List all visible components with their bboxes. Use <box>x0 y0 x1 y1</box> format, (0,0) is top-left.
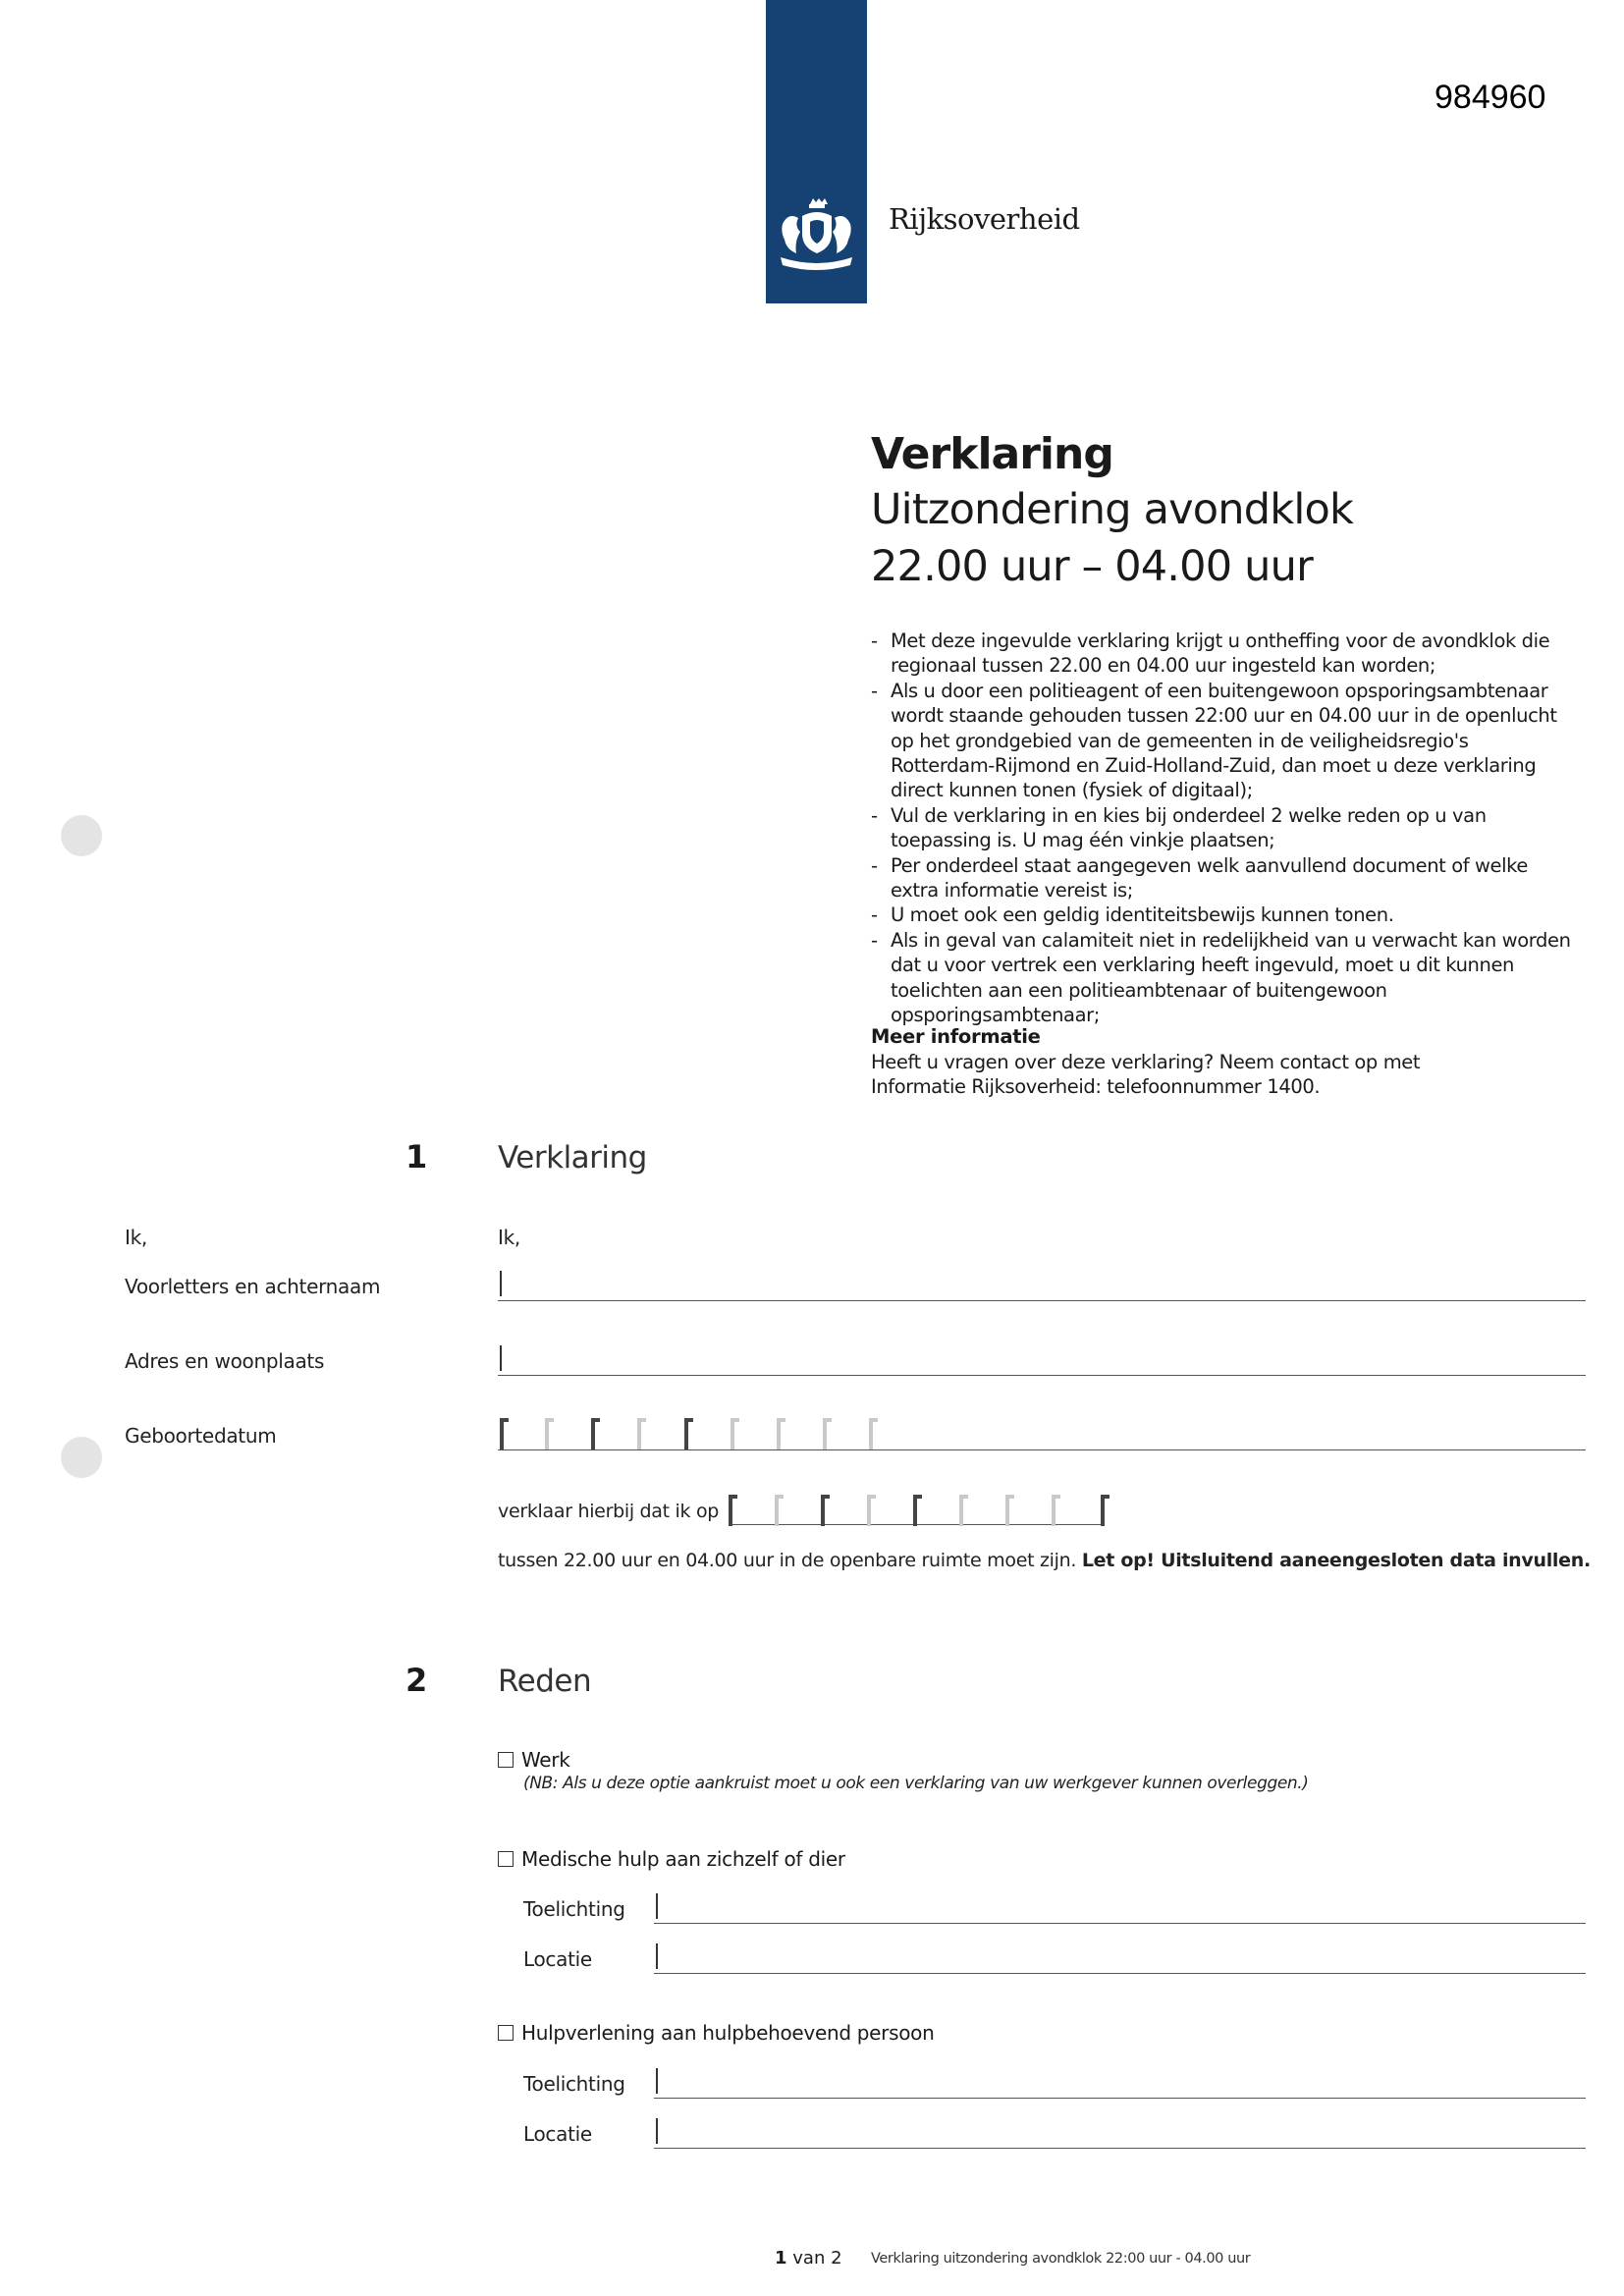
location-label: Locatie <box>523 1947 592 1971</box>
date-digit-box <box>867 1495 871 1526</box>
name-label: Voorletters en achternaam <box>125 1275 381 1298</box>
date-digit-box <box>823 1418 827 1449</box>
date-field[interactable] <box>729 1491 1105 1525</box>
ik-label-right: Ik, <box>498 1226 520 1249</box>
option-label: Medische hulp aan zichzelf of dier <box>521 1847 845 1871</box>
time-condition-text <box>498 1550 1591 1571</box>
text-cursor <box>656 1943 658 1969</box>
intro-list <box>871 629 1578 1028</box>
intro-item: - U moet ook een geldig identiteitsbewijs kunnen tonen. <box>871 902 1578 927</box>
page-current: 1 <box>775 2248 787 2269</box>
checkbox[interactable] <box>498 2025 514 2041</box>
option-work[interactable] <box>498 1748 570 1772</box>
explanation-label: Toelichting <box>523 1897 625 1921</box>
form-number: 984960 <box>1435 79 1546 116</box>
section-title: Reden <box>498 1664 592 1699</box>
punch-hole <box>61 815 102 856</box>
medical-location-field[interactable] <box>654 1940 1586 1974</box>
text-cursor <box>656 2118 658 2144</box>
page-of: van 2 <box>792 2248 842 2269</box>
intro-item: - Als u door een politieagent of een buitengewoon opsporingsambtenaar wordt staande gehouden tussen 22:00 uur en 04.00 uur in de openlucht op het grondgebied van de gemeenten in de veiligheidsregio's Rotterdam-Rijmond en Zuid-Holland-Zuid, dan moet u deze verklaring direct kunnen tonen (fysiek of digitaal); <box>871 679 1578 803</box>
document-title: Verklaring <box>871 429 1113 479</box>
date-digit-box <box>1101 1495 1105 1526</box>
date-digit-box <box>591 1418 595 1449</box>
section-number: 1 <box>406 1138 428 1175</box>
more-info-heading: Meer informatie <box>871 1025 1041 1048</box>
text-cursor <box>500 1271 502 1296</box>
option-help[interactable] <box>498 2021 934 2045</box>
section-number: 2 <box>406 1662 428 1699</box>
date-digit-box <box>637 1418 641 1449</box>
date-digit-box <box>545 1418 549 1449</box>
checkbox[interactable] <box>498 1752 514 1768</box>
page-indicator <box>775 2248 842 2269</box>
date-digit-box <box>913 1495 917 1526</box>
option-label: Werk <box>521 1748 570 1772</box>
option-medical[interactable] <box>498 1847 845 1871</box>
intro-item: - Als in geval van calamiteit niet in redelijkheid van u verwacht kan worden dat u voor vertrek een verklaring heeft ingevuld, moet u dit kunnen toelichten aan een politieambtenaar of buitengewoon opsporingsambtenaar; <box>871 928 1578 1028</box>
explanation-label: Toelichting <box>523 2072 625 2096</box>
option-label: Hulpverlening aan hulpbehoevend persoon <box>521 2021 935 2045</box>
date-digit-box <box>1005 1495 1009 1526</box>
intro-item: - Met deze ingevulde verklaring krijgt u ontheffing voor de avondklok die regionaal tussen 22.00 en 04.00 uur ingesteld kan worden; <box>871 629 1578 679</box>
date-digit-box <box>1052 1495 1056 1526</box>
help-location-field[interactable] <box>654 2114 1586 2149</box>
text-cursor <box>656 2068 658 2094</box>
name-field[interactable] <box>498 1267 1586 1301</box>
footer-doc-title: Verklaring uitzondering avondklok 22:00 uur - 04.00 uur <box>871 2251 1251 2267</box>
location-label: Locatie <box>523 2122 592 2146</box>
warning-text: Let op! Uitsluitend aaneengesloten data invullen. <box>1081 1550 1591 1571</box>
address-field[interactable] <box>498 1341 1586 1376</box>
option-work-note: (NB: Als u deze optie aankruist moet u ook een verklaring van uw werkgever kunnen overleggen.) <box>523 1774 1309 1793</box>
help-explanation-field[interactable] <box>654 2064 1586 2099</box>
punch-hole <box>61 1437 102 1478</box>
rijksoverheid-crest-logo <box>773 194 860 283</box>
more-info-line: Informatie Rijksoverheid: telefoonnummer 1400. <box>871 1075 1321 1099</box>
date-digit-box <box>729 1495 732 1526</box>
checkbox[interactable] <box>498 1851 514 1867</box>
document-time-range: 22.00 uur – 04.00 uur <box>871 542 1313 591</box>
date-digit-box <box>775 1495 779 1526</box>
between-text: tussen 22.00 uur en 04.00 uur in de openbare ruimte moet zijn. <box>498 1550 1077 1571</box>
birthdate-label: Geboortedatum <box>125 1424 277 1448</box>
date-digit-box <box>821 1495 825 1526</box>
more-info-line: Heeft u vragen over deze verklaring? Neem contact op met <box>871 1051 1421 1073</box>
section-title: Verklaring <box>498 1140 647 1175</box>
date-segments <box>498 1414 891 1448</box>
birthdate-field[interactable] <box>498 1414 1586 1450</box>
document-subtitle: Uitzondering avondklok <box>871 485 1354 534</box>
date-segments <box>729 1491 1105 1524</box>
date-digit-box <box>684 1418 688 1449</box>
ik-label-left: Ik, <box>125 1226 147 1249</box>
brand-name: Rijksoverheid <box>889 202 1080 236</box>
more-info-text <box>871 1050 1460 1100</box>
address-label: Adres en woonplaats <box>125 1349 325 1373</box>
intro-item: - Per onderdeel staat aangegeven welk aanvullend document of welke extra informatie vereist is; <box>871 853 1578 903</box>
declare-text: verklaar hierbij dat ik op <box>498 1501 720 1522</box>
text-cursor <box>656 1893 658 1919</box>
text-cursor <box>500 1345 502 1371</box>
medical-explanation-field[interactable] <box>654 1889 1586 1924</box>
date-digit-box <box>959 1495 963 1526</box>
date-digit-box <box>777 1418 781 1449</box>
date-digit-box <box>500 1418 504 1449</box>
date-digit-box <box>731 1418 734 1449</box>
intro-item: - Vul de verklaring in en kies bij onderdeel 2 welke reden op u van toepassing is. U mag één vinkje plaatsen; <box>871 803 1578 853</box>
date-digit-box <box>869 1418 873 1449</box>
